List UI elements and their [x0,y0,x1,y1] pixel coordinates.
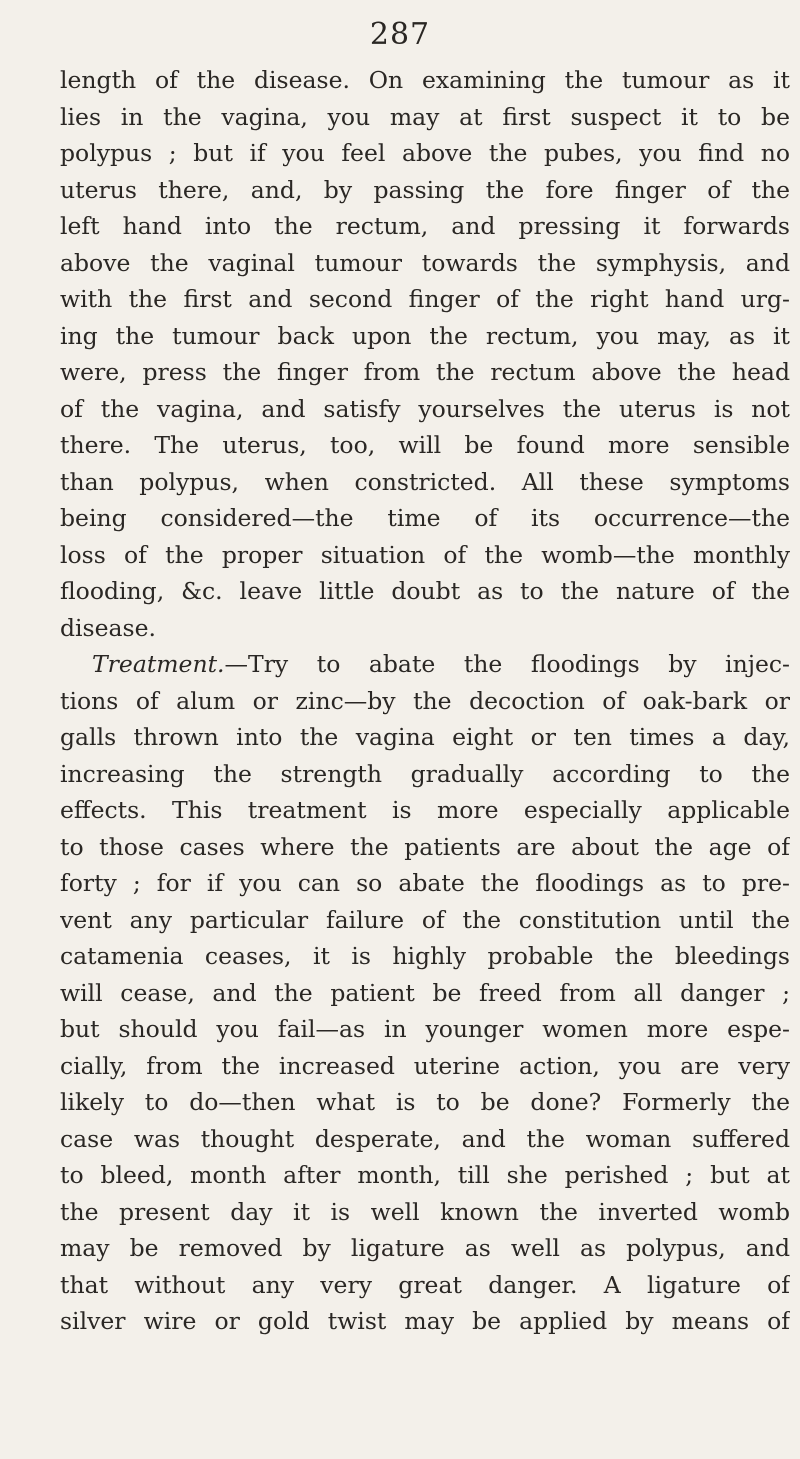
treatment-line-rest: —Try to abate the floodings by injec- [224,650,790,678]
text-line: but should you fail—as in younger women more espe- [60,1015,790,1043]
text-line: polypus ; but if you feel above the pubes, you find no [60,139,790,167]
text-line: will cease, and the patient be freed from all danger ; [60,978,790,1007]
body-text [60,62,790,1340]
text-line: the present day it is well known the inverted womb [60,1197,790,1226]
text-line: may be removed by ligature as well as polypus, and [60,1234,790,1262]
text-line: catamenia ceases, it is highly probable the bleedings [60,942,790,970]
text-line: than polypus, when constricted. All these symptoms [60,467,790,496]
text-line: lies in the vagina, you may at first suspect it to be [60,102,790,131]
text-line: likely to do—then what is to be done? Formerly the [60,1088,790,1116]
text-line: forty ; for if you can so abate the floodings as to pre- [60,869,790,897]
text-line: to bleed, month after month, till she perished ; but at [60,1161,790,1189]
text-line: case was thought desperate, and the woman suffered [60,1124,790,1153]
text-line: uterus there, and, by passing the fore finger of the [60,175,790,204]
text-line: increasing the strength gradually according to the [60,759,790,788]
text-line: cially, from the increased uterine action, you are very [60,1051,790,1080]
page-number: 287 [369,17,431,52]
text-line: silver wire or gold twist may be applied by means of [60,1307,790,1335]
text-line: length of the disease. On examining the tumour as it [60,66,790,94]
text-line: with the first and second finger of the right hand urg- [60,285,790,313]
text-line: of the vagina, and satisfy yourselves the uterus is not [60,394,790,423]
text-line: effects. This treatment is more especially applicable [60,796,790,824]
text-line: there. The uterus, too, will be found more sensible [60,431,790,459]
treatment-line [60,646,790,683]
text-line: left hand into the rectum, and pressing it forwards [60,212,790,240]
text-line: galls thrown into the vagina eight or ten times a day, [60,723,790,751]
text-line: loss of the proper situation of the womb—the monthly [60,540,790,569]
text-line: vent any particular failure of the constitution until the [60,905,790,934]
text-line: flooding, &c. leave little doubt as to the nature of the [60,577,790,605]
text-line: above the vaginal tumour towards the symphysis, and [60,248,790,277]
text-line: being considered—the time of its occurrence—the [60,504,790,532]
text-line: ing the tumour back upon the rectum, you may, as it [60,321,790,350]
text-line: that without any very great danger. A ligature of [60,1270,790,1299]
text-line: disease. [60,613,156,642]
text-line: to those cases where the patients are about the age of [60,832,790,861]
text-line: tions of alum or zinc—by the decoction of oak-bark or [60,686,790,715]
treatment-heading: Treatment. [92,650,225,678]
text-line: were, press the finger from the rectum above the head [60,358,790,386]
